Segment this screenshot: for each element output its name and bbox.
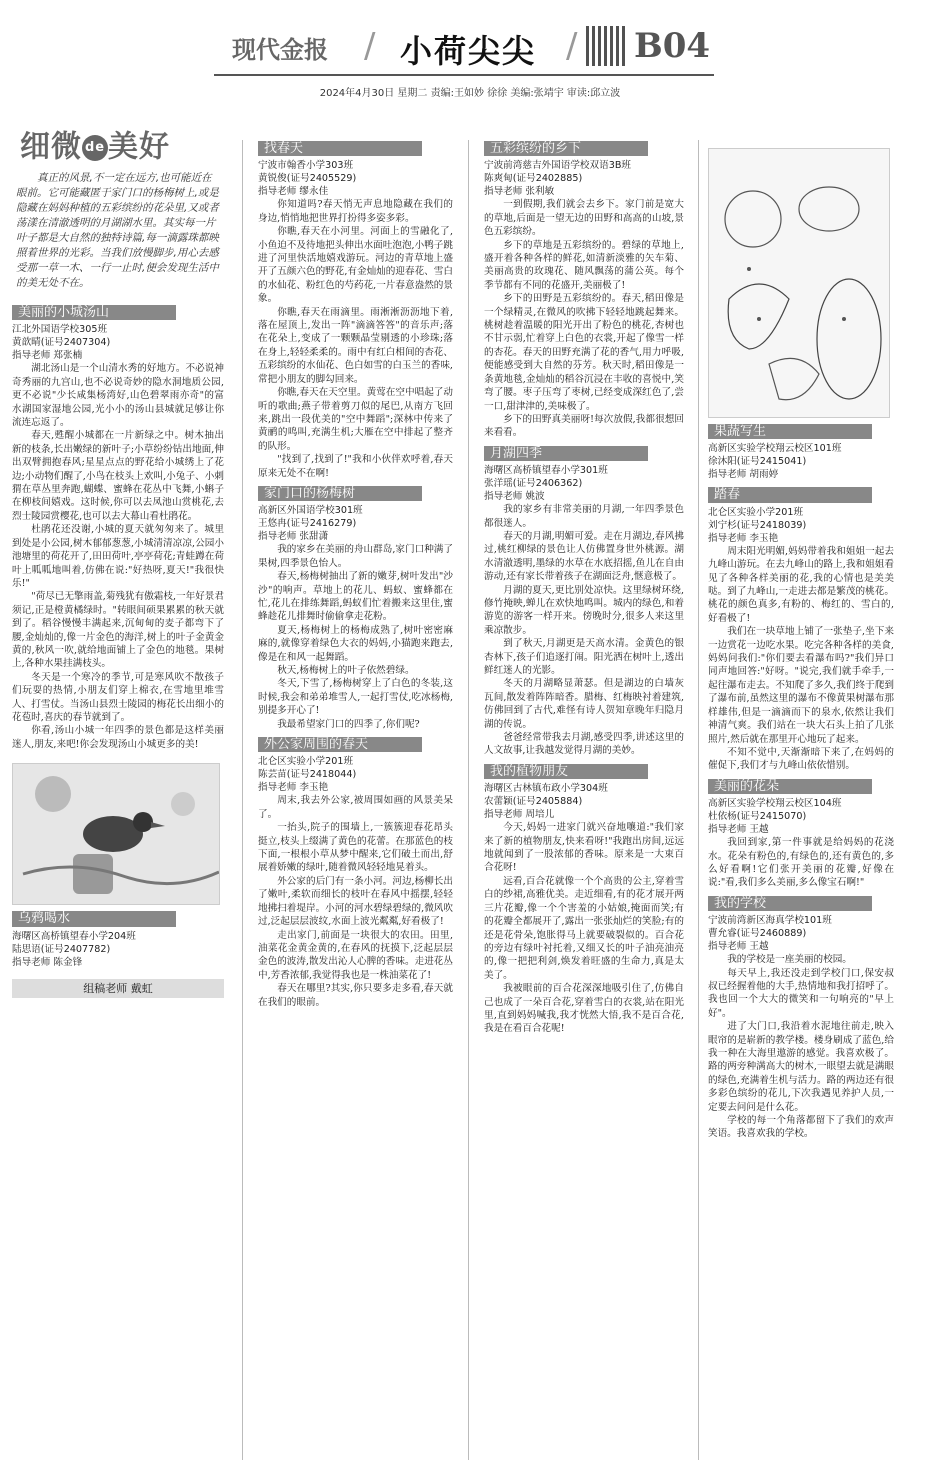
article-title: 家门口的杨梅树 <box>258 486 422 501</box>
paragraph: 春天的月湖,明媚可爱。走在月湖边,春风拂过,桃红柳绿的景色让人仿佛置身世外桃源。湖水清澈透明,墨绿的水草在水底招摇,鱼儿在自由游动,还有家长带着孩子在湖面泛舟,惬意极了。 <box>484 530 684 583</box>
article-author: 王悠冉(证号2416279) <box>258 518 357 530</box>
article-author: 杜依杨(证号2415070) <box>708 811 807 823</box>
article-school: 宁波前湾新区海真学校101班 <box>708 915 832 927</box>
article-teacher: 指导老师 李玉艳 <box>258 782 329 794</box>
column-2 <box>258 135 453 1009</box>
article-school: 宁波市翰香小学303班 <box>258 160 354 172</box>
paragraph: 湖北汤山是一个山清水秀的好地方。不必说神奇秀丽的九宫山,也不必说奇妙的隐水洞地质公园,更不必说"少长咸集杨湾好,山色碧翠雨亦奇"的富水湖国家湿地公园,光小小的汤山县城就足够让你流连忘返了。 <box>12 363 224 429</box>
paragraph: 你知道吗?春天悄无声息地隐藏在我们的身边,悄悄地把世界打扮得多姿多彩。 <box>258 199 453 224</box>
paragraph: 一到假期,我们就会去乡下。家门前是宽大的草地,后面是一望无边的田野和高高的山坡,景色五彩缤纷。 <box>484 199 684 238</box>
paragraph: "荷尽已无擎雨盖,菊残犹有傲霜枝,一年好景君须记,正是橙黄橘绿时。"转眼间硕果累累的秋天就到了。稻谷慢慢丰满起来,沉甸甸的麦子都弯下了腰,金灿灿的,像一片金色的海洋,树上的叶子金黄金黄的,秋风一吹,就给地面铺上了金色的地毯。果树上,各种水果挂满枝头。 <box>12 591 224 670</box>
paragraph: 冬天是一个寒冷的季节,可是寒风吹不散孩子们玩耍的热情,小朋友们穿上棉衣,在雪地里堆雪人、打雪仗。当汤山县烈士陵园的梅花长出细小的花苞时,喜庆的春节就到了。 <box>12 671 224 723</box>
divider-slash: / <box>364 26 376 66</box>
paragraph: 冬天的月湖略显萧瑟。但是湖边的白墙灰瓦间,散发着阵阵暗香。腊梅、红梅映衬着建筑,仿佛回到了古代,难怪有诗人贺知章晚年归隐月湖的传说。 <box>484 678 684 730</box>
article <box>708 890 894 1141</box>
paragraph: 秋天,杨梅树上的叶子依然碧绿。 <box>277 665 415 676</box>
column-divider <box>468 140 469 1460</box>
article-school: 江北外国语学校305班 <box>12 324 108 336</box>
article-author: 农蕾颖(证号2405884) <box>484 796 583 808</box>
qr-code-icon <box>586 26 626 66</box>
page-number: B04 <box>634 26 711 66</box>
article-school: 海曙区高桥镇望春小学301班 <box>484 465 608 477</box>
paragraph: 冬天,下雪了,杨梅树穿上了白色的冬装,这时候,我会和弟弟堆雪人,一起打雪仗,吃冰杨梅,别提多开心了! <box>258 678 453 717</box>
article <box>12 905 224 968</box>
paragraph: 我被眼前的百合花深深地吸引住了,仿佛自己也成了一朵百合花,穿着雪白的衣裳,站在阳光里,直到妈妈喊我,我才恍然大悟,我不是百合花,我是在看百合花呢! <box>484 983 684 1035</box>
article-author: 陈芸苗(证号2418044) <box>258 769 357 781</box>
column-title-part2: 美好 <box>108 129 170 165</box>
article-title: 果蔬写生 <box>708 424 872 439</box>
article-title: 踏春 <box>708 487 872 502</box>
paragraph: 远看,百合花就像一个个高贵的公主,穿着雪白的纱裙,高雅优美。走近细看,有的花才展开两三片花瓣,像一个个害羞的小姑娘,掩面而笑;有的花瓣全都展开了,露出一张张灿烂的笑脸;有的还是花骨朵,饱胀得马上就要破裂似的。百合花的旁边有绿叶衬托着,又细又长的叶子油亮油亮的,像一把把利剑,焕发着旺盛的生命力,真是太美了。 <box>484 875 684 981</box>
article-title: 美丽的小城汤山 <box>12 305 176 320</box>
article-school: 海曙区高桥镇望春小学204班 <box>12 930 136 942</box>
column-3 <box>484 135 684 1036</box>
article-school: 高新区外国语学校301班 <box>258 505 363 517</box>
paragraph: 春天,杨梅树抽出了新的嫩芽,树叶发出"沙沙"的响声。草地上的花儿、蚂蚁、蜜蜂都在忙,花儿在排练舞蹈,蚂蚁们忙着搬来这里住,蜜蜂趁花儿排舞时偷偷拿走花粉。 <box>258 571 453 623</box>
article-title: 我的学校 <box>708 896 872 911</box>
paper-name: 现代金报 <box>232 36 328 64</box>
article <box>708 773 894 890</box>
paragraph: 夏天,杨梅树上的杨梅成熟了,树叶密密麻麻的,就像穿着绿色大衣的妈妈,小猫跑来跑去,像是在和风一起舞蹈。 <box>258 624 453 663</box>
paragraph: 外公家的后门有一条小河。河边,杨柳长出了嫩叶,柔软而细长的枝叶在春风中摇摆,轻轻地拂扫着堤岸。小河的河水碧绿碧绿的,微风吹过,泛起层层波纹,水面上波光粼粼,好看极了! <box>258 875 453 928</box>
article-author: 陆思语(证号2407782) <box>12 943 111 955</box>
paragraph: 我们在一块草地上铺了一张垫子,坐下来一边赏花一边吃水果。吃完各种各样的美食,妈妈问我们:"你们要去看瀑布吗?"我们异口同声地回答:"好呀。"说完,我们就手牵手,一起往瀑布走去。不知爬了多久,我们终于爬到了瀑布前,虽然这里的瀑布不像黄果树瀑布那样雄伟,但是一滴滴而下的泉水,依然让我们神清气爽。我们站在一块大石头上拍了几张照片,然后就在那里开心地玩了起来。 <box>708 626 894 745</box>
article-title: 月湖四季 <box>484 446 648 461</box>
paragraph: "找到了,找到了!"我和小伙伴欢呼着,春天原来无处不在啊! <box>258 454 453 479</box>
paragraph: 乡下的草地是五彩缤纷的。碧绿的草地上,盛开着各种各样的鲜花,如清新淡雅的矢车菊、美丽高贵的玫瑰花、随风飘荡的蒲公英。每个季节都有不同的花盛开,美丽极了! <box>484 239 684 291</box>
column-1 <box>12 129 224 998</box>
paragraph: 你瞧,春天在小河里。河面上的雪融化了,小鱼迫不及待地把头伸出水面吐泡泡,小鸭子跳进了河里快活地嬉戏游玩。河边的青草地上盛开了五颜六色的野花,有金灿灿的迎春花、雪白的水仙花、粉红色的芍药花,一片春意盎然的景象。 <box>258 226 453 305</box>
column-title-part1: 细微 <box>20 129 82 165</box>
paragraph: 你瞧,春天在天空里。黄莺在空中唱起了动听的歌曲;燕子带着剪刀似的尾巴,从南方飞回来,跳出一段优美的"空中舞蹈";深林中传来了黄鹂的鸣叫,充满生机;大雁在空中排起了整齐的队形。 <box>258 387 453 452</box>
article-teacher: 指导老师 姚波 <box>484 491 545 503</box>
article-teacher: 指导老师 王越 <box>708 941 769 953</box>
column-title-de: de <box>82 135 108 161</box>
article-teacher: 指导老师 胡雨婷 <box>708 469 779 481</box>
paragraph: 春天,甦醒小城都在一片新绿之中。树木抽出新的枝条,长出嫩绿的新叶子;小草纷纷钻出地面,伸出双臂拥抱春风;星星点点的野花给小城绣上了花边;小动物们醒了,小鸟在枝头上欢叫,小兔子、小刺猬在草丛里奔跑,蝴蝶、蜜蜂在花丛中飞舞,小蝌子在柳枝间嬉戏。这时候,你可以去凤池山赏桃花,去烈士陵园赏樱花,也可以去大幕山看杜鹃花。 <box>12 430 224 522</box>
article <box>484 135 684 440</box>
article-school: 宁波前湾慈吉外国语学校双语3B班 <box>484 160 631 172</box>
masthead <box>214 22 714 76</box>
article-title: 五彩缤纷的乡下 <box>484 141 648 156</box>
article-teacher: 指导老师 郑张楠 <box>12 350 83 362</box>
paragraph: 我最希望家门口的四季了,你们呢? <box>277 718 420 730</box>
article <box>258 135 453 480</box>
paragraph: 你看,汤山小城一年四季的景色都是这样美丽迷人,朋友,来吧!你会发现汤山小城更多的美! <box>12 725 224 750</box>
paragraph: 学校的每一个角落都留下了我们的欢声笑语。我喜欢我的学校。 <box>708 1115 894 1140</box>
article-teacher: 指导老师 陈金锋 <box>12 956 83 968</box>
paragraph: 爸爸经常带我去月湖,感受四季,讲述这里的人文故事,让我越发觉得月湖的美妙。 <box>484 732 684 757</box>
article <box>258 731 453 1009</box>
column-title <box>20 129 224 165</box>
section-name: 小荷尖尖 <box>400 32 537 70</box>
paragraph: 杜鹃花还没谢,小城的夏天就匆匆来了。城里到处是小公园,树木郁郁葱葱,小城清清凉凉,公园小池塘里的荷花开了,田田荷叶,亭亭荷花;青蛙蹲在荷叶上呱呱地叫着,仿佛在说:"好热呀,夏天!"我很快乐!" <box>12 524 224 589</box>
article-school: 高新区实验学校翔云校区104班 <box>708 798 842 810</box>
paragraph: 每天早上,我还没走到学校门口,保安叔叔已经握着他的大手,热情地和我打招呼了。我也回一个大大的微笑和一句响亮的"早上好"。 <box>708 967 894 1019</box>
fruit-sketch-icon <box>709 149 889 417</box>
paragraph: 周末阳光明媚,妈妈带着我和姐姐一起去九峰山游玩。在去九峰山的路上,我和姐姐看见了各种各样美丽的花,我的心情也是美美哒。到了九峰山,一走进去都是繁茂的桃花。桃花的颜色真多,有粉的、梅红的、雪白的,好看极了! <box>708 545 894 624</box>
article-author: 徐沐阳(证号2415041) <box>708 456 807 468</box>
article-title: 我的植物朋友 <box>484 764 648 779</box>
dateline: 2024年4月30日 星期二 责编:王如妙 徐徐 美编:张靖宇 审读:邱立波 <box>319 88 621 99</box>
drawing-crow-drinking <box>12 763 220 905</box>
article-teacher: 指导老师 张甜潇 <box>258 531 329 543</box>
article-title: 外公家周围的春天 <box>258 737 422 752</box>
article-teacher: 指导老师 缪永佳 <box>258 186 329 198</box>
crow-drawing-icon <box>13 764 219 904</box>
paragraph: 乡下的田野是五彩缤纷的。春天,稻田像是一个绿精灵,在微风的吹拂下轻轻地跳起舞来。桃树趁着温暖的阳光开出了粉色的桃花,杏树也不甘示弱,忙着穿上白色的衣裳,开起了像雪一样的杏花。春天的田野充满了花的香气,用力呼吸,便能感受到大自然的芬芳。秋天时,稻田像是一条黄地毯,金灿灿的稻谷沉浸在丰收的喜悦中,笑弯了腰。枣子压弯了枣树,已经变成深红色了,尝一口,甜津津的,美味极了。 <box>484 293 684 412</box>
article-author: 刘宁杉(证号2418039) <box>708 519 807 531</box>
divider-slash: / <box>566 26 578 66</box>
article-title: 乌鸦喝水 <box>12 911 176 926</box>
article-school: 海曙区古林镇布政小学304班 <box>484 783 608 795</box>
paragraph: 今天,妈妈一进家门就兴奋地嚷道:"我们家来了新的植物朋友,快来看呀!"我跑出房间,远远地就闻到了一股浓郁的香味。原来是一大束百合花呀! <box>484 822 684 874</box>
article-teacher: 指导老师 王越 <box>708 824 769 836</box>
column-4 <box>708 148 894 1141</box>
paragraph: 我回到家,第一件事就是给妈妈的花浇水。花朵有粉色的,有绿色的,还有黄色的,多么好看啊!它们张开美丽的花瓣,好像在说:"看,我们多么美丽,多么像宝石啊!" <box>708 837 894 889</box>
article <box>258 480 453 731</box>
paragraph: 乡下的田野真美丽呀!每次放假,我都很想回来看看。 <box>484 413 684 439</box>
article-title: 美丽的花朵 <box>708 779 872 794</box>
paragraph: 我的家乡在美丽的舟山群岛,家门口种满了果树,四季景色怡人。 <box>258 544 453 569</box>
article <box>708 481 894 772</box>
paragraph: 一抬头,院子的围墙上,一簇簇迎春花昂头挺立,枝头上缀满了黄色的花蕾。在那蓝色的枝下面,一根根小草从梦中醒来,它们破土而出,舒展着娇嫩的绿叶,随着微风轻轻地晃着头。 <box>258 822 453 874</box>
paragraph: 春天在哪里?其实,你只要多走多看,春天就在我们的眼前。 <box>258 983 453 1008</box>
article-author: 黄歆晴(证号2407304) <box>12 337 111 349</box>
paragraph: 我的家乡有非常美丽的月湖,一年四季景色都很迷人。 <box>484 504 684 529</box>
article-teacher: 指导老师 张利敏 <box>484 186 555 198</box>
article <box>12 299 224 751</box>
article-author: 陈爽甸(证号2402885) <box>484 173 583 185</box>
article-author: 黄锐俊(证号2405529) <box>258 173 357 185</box>
page-header <box>0 0 934 110</box>
article <box>484 758 684 1036</box>
paragraph: 不知不觉中,天渐渐暗下来了,在妈妈的催促下,我们才与九峰山依依惜别。 <box>708 746 894 772</box>
intro-text: 真正的风景,不一定在远方,也可能近在眼前。它可能藏匿于家门口的杨梅树上,或是隐藏在妈妈种植的五彩缤纷的花朵里,又或者荡漾在清澈透明的月湖湖水里。其实每一片叶子都是大自然的独特诗篇,每一滴露珠都映照着世界的光彩。当我们放慢脚步,用心去感受那一草一木、一行一止时,便会发现生活中的美无处不在。 <box>16 172 219 289</box>
article-author: 曹允睿(证号2460889) <box>708 928 807 940</box>
article-teacher: 指导老师 李玉艳 <box>708 532 779 544</box>
article-author: 张洋瑶(证号2406362) <box>484 478 583 490</box>
paragraph: 走出家门,前面是一块很大的农田。田里,油菜花金黄金黄的,在春风的抚摸下,泛起层层金色的波涛,散发出沁人心脾的香味。走进花丛中,芳香浓郁,我觉得我也是一株油菜花了! <box>258 929 453 981</box>
footer-editor: 组稿老师 戴虹 <box>12 979 224 998</box>
paragraph: 周末,我去外公家,被周围如画的风景美呆了。 <box>258 795 453 820</box>
article <box>484 440 684 758</box>
column-divider <box>242 140 243 1460</box>
article-school: 北仑区实验小学201班 <box>258 756 354 768</box>
paragraph: 月湖的夏天,更比别处凉快。这里绿树环绕,修竹掩映,蝉儿在欢快地鸣叫。城内的绿色,和着游览的游客一样开来。傍晚时分,很多人来这里乘凉散步。 <box>484 584 684 636</box>
drawing-fruit-sketch <box>708 148 890 418</box>
column-divider <box>698 140 699 1460</box>
paragraph: 进了大门口,我沿着水泥地往前走,映入眼帘的是崭新的教学楼。楼身刷成了蓝色,给我一种在大海里遨游的感觉。我喜欢极了。路的两旁种满高大的树木,一眼望去就是满眼的绿色,充满着生机与活力。路的两边还有很多彩色缤纷的花儿,下次我遇见养护人员,一定要去问问是什么花。 <box>708 1021 894 1113</box>
article-teacher: 指导老师 周培儿 <box>484 809 555 821</box>
article-school: 北仑区实验小学201班 <box>708 506 804 518</box>
article <box>708 418 894 481</box>
paragraph: 你瞧,春天在雨滴里。雨淅淅沥沥地下着,落在屋顶上,发出一阵"滴滴答答"的音乐声;落在花朵上,变成了一颗颗晶莹剔透的小珍珠;落在身上,轻轻柔柔的。雨中有红白相间的杏花、五彩缤纷的水仙花、色白如雪的白玉兰的香味,常把小朋友的脚勾回来。 <box>258 306 453 385</box>
paragraph: 我的学校是一座美丽的校园。 <box>727 954 852 966</box>
article-title: 找春天 <box>258 141 422 156</box>
article-school: 高新区实验学校翔云校区101班 <box>708 443 842 455</box>
paragraph: 到了秋天,月湖更是天高水清。金黄色的银杏林下,孩子们追逐打闹。阳光洒在树叶上,透出鲜红迷人的光影。 <box>484 638 684 676</box>
